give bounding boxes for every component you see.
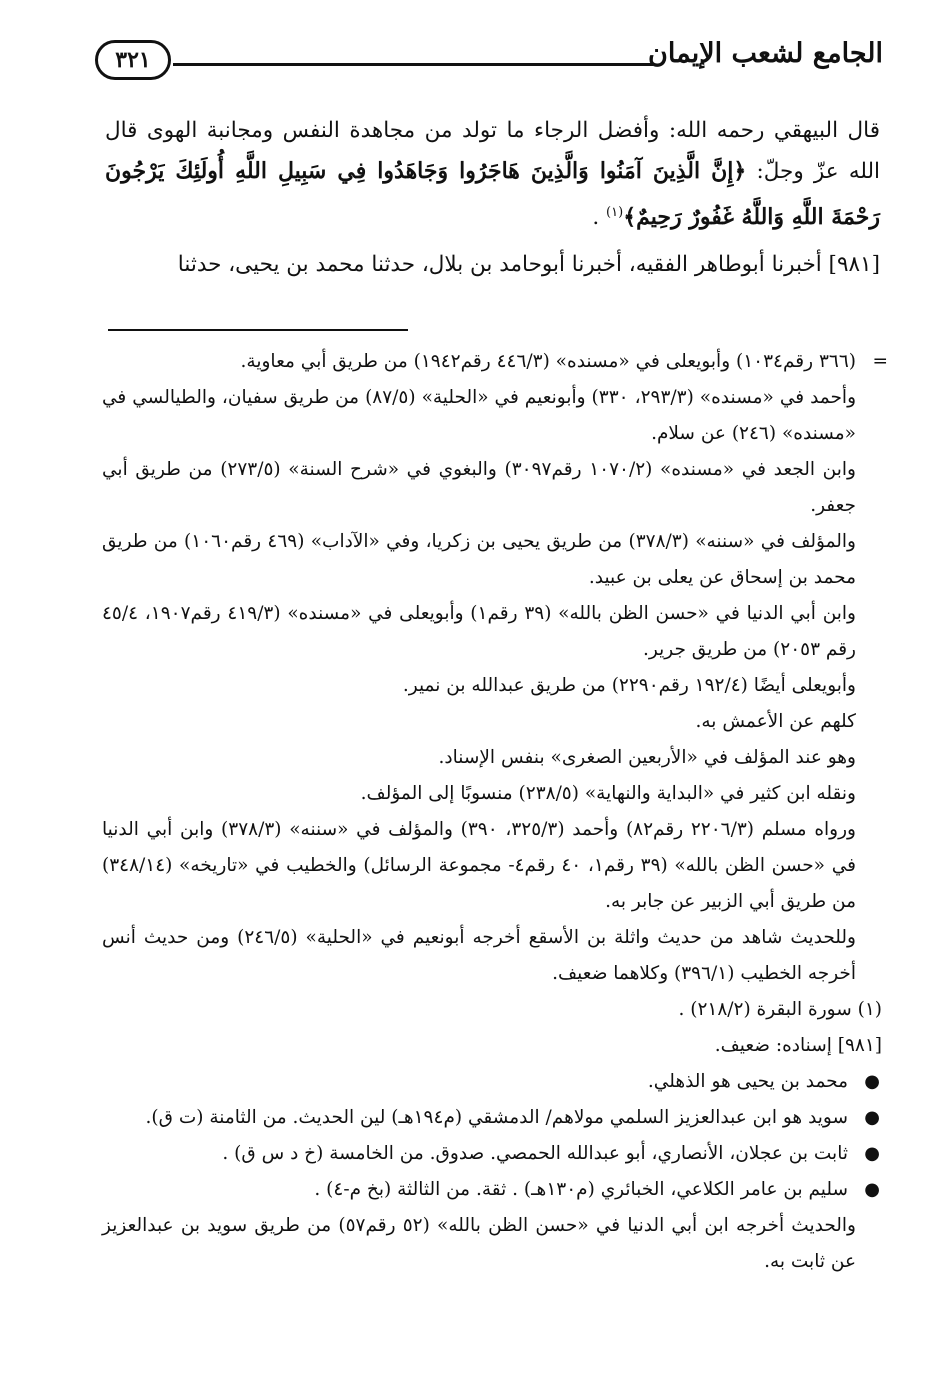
footnote-981 — [102, 1028, 882, 1064]
footnote-continuation — [102, 344, 888, 380]
narrator-item — [102, 1064, 882, 1100]
footnote-separator — [108, 329, 408, 331]
header-rule — [173, 63, 653, 66]
quran-verse: ﴿إِنَّ الَّذِينَ آمَنُوا وَالَّذِينَ هَاجَرُوا وَجَاهَدُوا فِي سَبِيلِ اللَّهِ أُولَئِكَ يَرْجُونَ رَحْمَةَ اللَّهِ وَاللَّهُ غَفُورٌ رَحِيمٌ﴾ — [105, 158, 880, 231]
footnotes — [102, 344, 888, 1280]
footnote-text: (٣٦٦ رقم١٠٣٤) وأبويعلى في «مسنده» (٤٤٦/٣ رقم١٩٤٢) من طريق أبي معاوية. — [240, 351, 856, 372]
footnote-paragraph: وللحديث شاهد من حديث واثلة بن الأسقع أخرجه أبونعيم في «الحلية» (٢٤٦/٥) ومن حديث أنس أخرجه الخطيب (٣٩٦/١) وكلاهما ضعيف. — [102, 927, 856, 984]
bullet-icon: ● — [864, 1179, 880, 1200]
footnote-paragraph: ونقله ابن كثير في «البداية والنهاية» (٢٣٨/٥) منسوبًا إلى المؤلف. — [360, 783, 856, 804]
footnote-paragraph: كلهم عن الأعمش به. — [695, 711, 856, 732]
main-paragraph — [105, 110, 880, 238]
footnote-ref: (١) — [606, 205, 624, 220]
footnote-981-grade: ضعيف. — [714, 1035, 770, 1056]
narrator-item — [102, 1172, 882, 1208]
narrator-text: سليم بن عامر الكلاعي، الخبائري (م١٣٠هـ) . ثقة. من الثالثة (بخ م-٤) . — [314, 1179, 848, 1200]
footnote-paragraph: وأحمد في «مسنده» (٢٩٣/٣، ٣٣٠) وأبونعيم في «الحلية» (٨٧/٥) من طريق سفيان، والطيالسي في «مسنده» (٢٤٦) عن سلام. — [102, 387, 857, 444]
book-title: الجامع لشعب الإيمان — [648, 38, 883, 69]
intro-text: قال البيهقي رحمه الله: وأفضل الرجاء ما تولد من مجاهدة النفس ومجانبة الهوى قال الله عزّ وجلّ: — [105, 118, 880, 184]
narrator-item — [102, 1136, 882, 1172]
main-text — [105, 110, 880, 285]
footnote-paragraph: وهو عند المؤلف في «الأربعين الصغرى» بنفس الإسناد. — [438, 747, 856, 768]
narrator-text: ثابت بن عجلان، الأنصاري، أبو عبدالله الحمصي. صدوق. من الخامسة (خ د س ق) . — [222, 1143, 848, 1164]
narrator-item — [102, 1100, 882, 1136]
narrator-text: سويد هو ابن عبدالعزيز السلمي مولاهم/ الدمشقي (م١٩٤هـ) لين الحديث. من الثامنة (ت ق). — [145, 1107, 848, 1128]
page-number: ٣٢١ — [95, 40, 171, 80]
page-header — [95, 30, 883, 86]
footnote-paragraph: والحديث أخرجه ابن أبي الدنيا في «حسن الظن بالله» (٥٢ رقم٥٧) من طريق سويد بن عبدالعزيز عن ثابت به. — [102, 1215, 856, 1272]
footnote-paragraph: وابن أبي الدنيا في «حسن الظن بالله» (٣٩ رقم١) وأبويعلى في «مسنده» (٤١٩/٣ رقم١٩٠٧، ٤٥/٤ رقم ٢٠٥٣) من طريق جرير. — [102, 603, 856, 660]
footnote-1: (١) سورة البقرة (٢١٨/٢) . — [678, 999, 882, 1020]
hadith-chain: [٩٨١] أخبرنا أبوطاهر الفقيه، أخبرنا أبوحامد بن بلال، حدثنا محمد بن يحيى، حدثنا — [177, 252, 880, 278]
narrator-text: محمد بن يحيى هو الذهلي. — [647, 1071, 848, 1092]
quran-end: . — [592, 205, 600, 231]
continuation-mark: = — [872, 351, 888, 372]
footnote-paragraph: ورواه مسلم (٢٢٠٦/٣ رقم٨٢) وأحمد (٣٢٥/٣، ٣٩٠) والمؤلف في «سننه» (٣٧٨/٣) وابن أبي الدنيا في «حسن الظن بالله» (٣٩ رقم١، ٤٠ رقم٤- مجموعة الرسائل) والخطيب في «تاريخه» (٣٤٨/١٤) من طريق أبي الزبير عن جابر به. — [102, 819, 856, 912]
footnote-981-label: [٩٨١] إسناده: — [775, 1035, 882, 1056]
bullet-icon: ● — [864, 1071, 880, 1092]
footnote-paragraph: والمؤلف في «سننه» (٣٧٨/٣) من طريق يحيى بن زكريا، وفي «الآداب» (٤٦٩ رقم١٠٦٠) من طريق محمد بن إسحاق عن يعلى بن عبيد. — [102, 531, 856, 588]
footnote-paragraph: وابن الجعد في «مسنده» (١٠٧٠/٢ رقم٣٠٩٧) والبغوي في «شرح السنة» (٢٧٣/٥) من طريق أبي جعفر. — [102, 459, 856, 516]
footnote-paragraph: وأبويعلى أيضًا (١٩٢/٤ رقم٢٢٩٠) من طريق عبدالله بن نمير. — [402, 675, 856, 696]
bullet-icon: ● — [864, 1107, 880, 1128]
bullet-icon: ● — [864, 1143, 880, 1164]
